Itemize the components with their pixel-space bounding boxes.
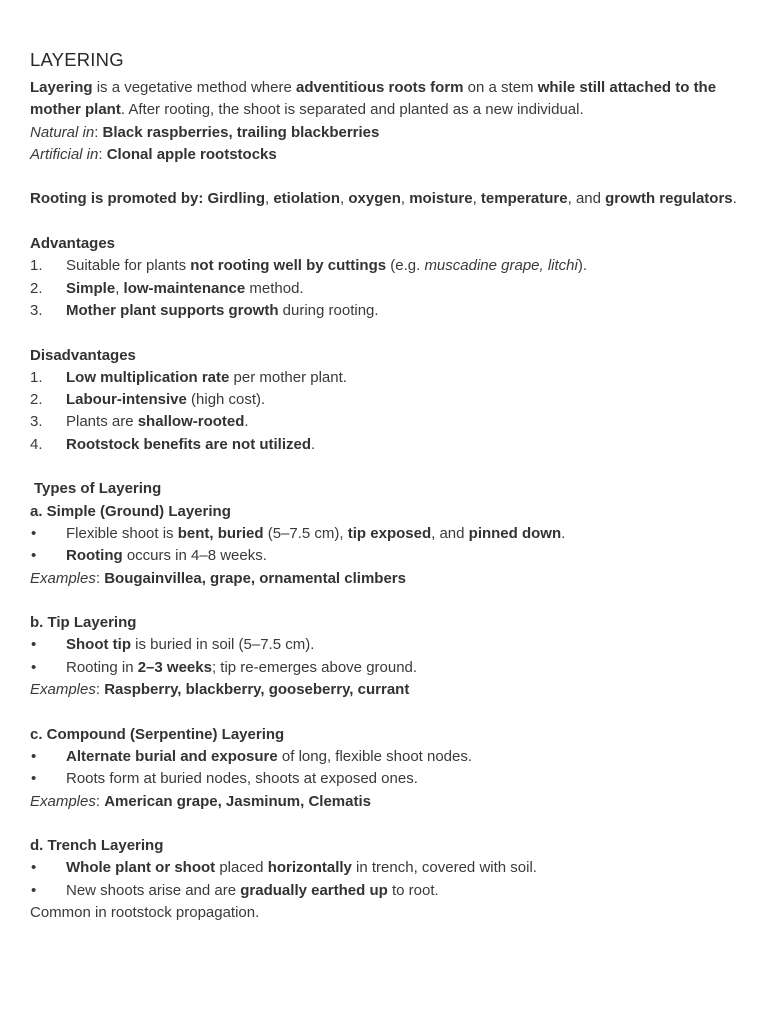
document-page <box>30 48 750 924</box>
item-emphasis: not rooting well by cuttings <box>190 257 387 275</box>
disadvantage-item <box>30 411 750 433</box>
bullet-item <box>30 523 750 545</box>
trench-note: Common in rootstock propagation. <box>30 903 260 921</box>
intro-text: . After rooting, the shoot is separated and planted as a new individual. <box>120 101 584 119</box>
item-emphasis: Simple <box>66 279 116 297</box>
separator: : <box>98 145 107 163</box>
artificial-line <box>30 144 750 166</box>
item-emphasis: pinned down <box>468 524 562 542</box>
promotion-term: oxygen <box>348 190 401 208</box>
section-heading: c. Compound (Serpentine) Layering <box>30 725 285 743</box>
item-emphasis: gradually earthed up <box>240 881 388 899</box>
item-text: in trench, covered with soil. <box>351 859 537 877</box>
bullet-item <box>30 634 750 656</box>
item-text: Flexible shoot is <box>66 524 178 542</box>
item-emphasis: Rooting <box>66 547 123 565</box>
section-heading: d. Trench Layering <box>30 837 164 855</box>
item-text: (high cost). <box>186 391 266 409</box>
bullet-marker: • <box>31 881 37 899</box>
item-text: New shoots arise and are <box>66 881 241 899</box>
promotion-sep: , <box>400 190 410 208</box>
item-emphasis: Shoot tip <box>66 636 131 654</box>
item-number: 2. <box>30 391 43 409</box>
item-emphasis: Whole plant or shoot <box>66 859 216 877</box>
advantages-heading <box>30 233 750 255</box>
item-emphasis: bent, buried <box>177 524 264 542</box>
item-text: . <box>244 413 249 431</box>
examples-value: Bougainvillea, grape, ornamental climbers <box>104 569 406 587</box>
natural-value: Black raspberries, trailing blackberries <box>102 123 380 141</box>
promotion-term: etiolation <box>273 190 340 208</box>
artificial-label: Artificial in <box>30 145 99 163</box>
separator: : <box>94 123 103 141</box>
item-text: placed <box>215 859 268 877</box>
item-text: Plants are <box>66 413 138 431</box>
separator: : <box>95 569 105 587</box>
artificial-value: Clonal apple rootstocks <box>106 145 277 163</box>
item-emphasis: Alternate burial and exposure <box>66 747 278 765</box>
item-text: . <box>311 435 316 453</box>
disadvantage-item <box>30 367 750 389</box>
promotion-sep: , <box>472 190 481 208</box>
compound-layering-heading <box>30 724 750 746</box>
item-text: ). <box>577 257 588 275</box>
examples-label: Examples <box>30 792 96 810</box>
examples-value: American grape, Jasminum, Clematis <box>104 792 371 810</box>
item-number: 3. <box>30 413 43 431</box>
item-emphasis: shallow-rooted <box>137 413 245 431</box>
promotion-sep: , <box>264 190 274 208</box>
promotion-sep: , and <box>567 190 606 208</box>
intro-text: on a stem <box>463 79 538 96</box>
item-text: Roots form at buried nodes, shoots at exposed ones. <box>66 770 418 788</box>
item-text: per mother plant. <box>229 368 347 386</box>
item-text: of long, flexible shoot nodes. <box>277 747 473 765</box>
disadvantages-heading-text: Disadvantages <box>30 346 136 364</box>
separator: : <box>95 792 105 810</box>
item-text: Rooting in <box>66 658 138 676</box>
bullet-marker: • <box>31 658 37 676</box>
advantages-heading-text: Advantages <box>30 235 116 253</box>
spacer <box>30 813 750 835</box>
examples-value: Raspberry, blackberry, gooseberry, currant <box>104 681 410 699</box>
bullet-item <box>30 768 750 790</box>
item-number: 2. <box>30 279 43 297</box>
spacer <box>30 701 750 723</box>
item-text: method. <box>245 279 304 297</box>
bullet-item <box>30 657 750 679</box>
types-heading <box>30 478 750 500</box>
bullet-marker: • <box>31 859 37 877</box>
advantage-item <box>30 300 750 322</box>
spacer <box>30 322 750 344</box>
separator: : <box>95 681 105 699</box>
natural-label: Natural in <box>30 123 95 141</box>
spacer <box>30 211 750 233</box>
page-title: LAYERING <box>30 49 124 70</box>
bullet-marker: • <box>31 770 37 788</box>
promotion-term: moisture <box>409 190 473 208</box>
promotion-term: growth regulators <box>605 190 733 208</box>
item-text: ; tip re-emerges above ground. <box>211 658 418 676</box>
item-emphasis: low-maintenance <box>123 279 246 297</box>
promotion-sep: . <box>732 190 737 208</box>
bullet-item <box>30 857 750 879</box>
item-emphasis: Low multiplication rate <box>66 368 230 386</box>
item-text: is buried in soil (5–7.5 cm). <box>130 636 315 654</box>
intro-emphasis: adventitious roots form <box>295 79 464 96</box>
item-text: , <box>115 279 124 297</box>
bullet-marker: • <box>31 636 37 654</box>
item-text: . <box>561 524 566 542</box>
advantage-item <box>30 255 750 277</box>
item-text: during rooting. <box>278 301 379 319</box>
disadvantage-item <box>30 389 750 411</box>
section-heading: b. Tip Layering <box>30 614 137 632</box>
spacer <box>30 166 750 188</box>
item-emphasis: 2–3 weeks <box>137 658 212 676</box>
promotion-term: Rooting is promoted by: Girdling <box>30 190 265 208</box>
promotion-term: temperature <box>480 190 568 208</box>
intro-paragraph <box>30 77 750 122</box>
term-layering: Layering <box>30 79 93 96</box>
item-text: (5–7.5 cm), <box>263 524 348 542</box>
spacer <box>30 590 750 612</box>
natural-line <box>30 122 750 144</box>
item-text: (e.g. <box>386 257 425 275</box>
examples-line <box>30 791 750 813</box>
rooting-promotion-paragraph <box>30 188 750 210</box>
item-italic: muscadine grape, litchi <box>424 257 578 275</box>
advantage-item <box>30 278 750 300</box>
tip-layering-heading <box>30 612 750 634</box>
bullet-item <box>30 880 750 902</box>
intro-text: is a vegetative method where <box>92 79 296 96</box>
disadvantage-item <box>30 434 750 456</box>
item-text: to root. <box>387 881 439 899</box>
simple-layering-heading <box>30 501 750 523</box>
item-emphasis: horizontally <box>267 859 352 877</box>
item-number: 1. <box>30 368 43 386</box>
item-text: occurs in 4–8 weeks. <box>122 547 267 565</box>
item-number: 1. <box>30 257 43 275</box>
item-emphasis: tip exposed <box>347 524 432 542</box>
spacer <box>30 456 750 478</box>
trench-layering-heading <box>30 835 750 857</box>
item-emphasis: Rootstock benefits are not utilized <box>66 435 312 453</box>
item-emphasis: Mother plant supports growth <box>66 301 279 319</box>
disadvantages-heading <box>30 345 750 367</box>
examples-label: Examples <box>30 569 96 587</box>
examples-label: Examples <box>30 681 96 699</box>
examples-line <box>30 568 750 590</box>
bullet-marker: • <box>31 547 37 565</box>
intro-emphasis: while still attached to the mother plant <box>30 79 717 119</box>
item-text: , and <box>431 524 469 542</box>
bullet-item <box>30 545 750 567</box>
item-text: Suitable for plants <box>66 257 191 275</box>
bullet-marker: • <box>31 524 37 542</box>
item-number: 4. <box>30 435 43 453</box>
types-heading-text: Types of Layering <box>34 480 162 498</box>
promotion-sep: , <box>340 190 349 208</box>
bullet-marker: • <box>31 747 37 765</box>
section-heading: a. Simple (Ground) Layering <box>30 502 231 520</box>
examples-line <box>30 679 750 701</box>
item-emphasis: Labour-intensive <box>66 391 187 409</box>
item-number: 3. <box>30 301 43 319</box>
bullet-item <box>30 746 750 768</box>
